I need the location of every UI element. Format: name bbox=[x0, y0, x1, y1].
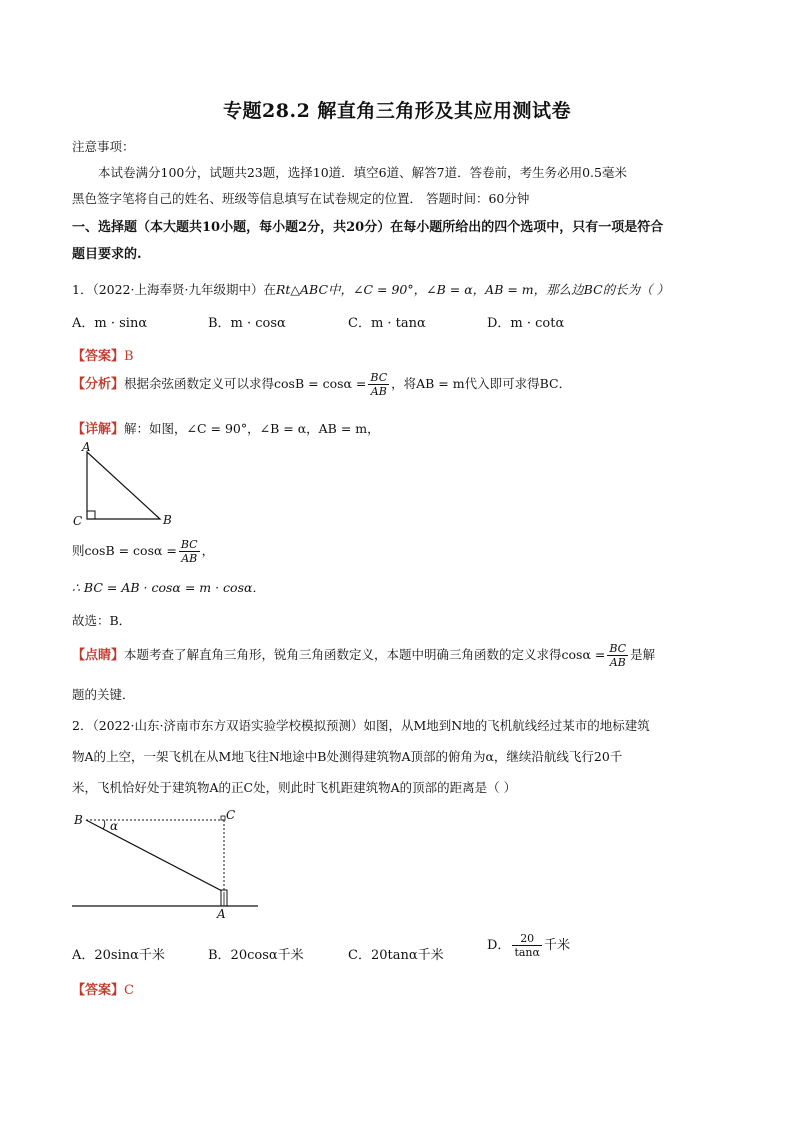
fraction-denominator: AB bbox=[609, 656, 626, 669]
sight-line bbox=[86, 820, 224, 892]
q2-option-c: C．20tanα千米 bbox=[348, 948, 444, 963]
q2-answer bbox=[72, 979, 134, 998]
notice-line-2: 黑色签字笔将自己的姓名、班级等信息填写在试卷规定的位置． 答题时间：60分钟 bbox=[72, 191, 530, 206]
q2-option-d-suffix: 千米 bbox=[543, 938, 570, 953]
fraction-denominator: AB bbox=[181, 552, 198, 565]
q2-stem-line-2: 物A的上空，一架飞机在从M地飞往N地途中B处测得建筑物A顶部的俯角为α，继续沿航线飞行20千 bbox=[72, 749, 623, 764]
q2-airplane-figure bbox=[66, 806, 266, 922]
q1-option-c: C．m · tanα bbox=[348, 316, 426, 331]
vertex-label-a: A bbox=[82, 440, 91, 454]
q1-answer bbox=[72, 345, 134, 364]
fraction-numerator: BC bbox=[370, 371, 388, 384]
right-angle-mark bbox=[221, 816, 225, 820]
q2-option-d bbox=[487, 932, 570, 959]
right-angle-mark bbox=[87, 511, 95, 519]
point-label-a: A bbox=[217, 907, 226, 921]
q1-therefore: ∴ BC = AB · cosα = m · cosα． bbox=[72, 580, 265, 595]
q1-comment-fraction bbox=[607, 642, 628, 669]
section-1-line-1: 一、选择题（本大题共10小题，每小题2分，共20分）在每小题所给出的四个选项中，只有一项是符合 bbox=[72, 220, 664, 235]
q1-comment bbox=[72, 642, 655, 669]
q2-stem-line-1: 2．（2022·山东·济南市东方双语实验学校模拟预测）如图，从M地到N地的飞机航线经过某市的地标建筑 bbox=[72, 718, 650, 733]
q1-choose: 故选：B． bbox=[72, 613, 132, 628]
q1-stem bbox=[72, 280, 669, 298]
q1-answer-tag: 【答案】 bbox=[72, 349, 125, 364]
q1-comment-post: 是解 bbox=[630, 647, 656, 662]
vertex-label-c: C bbox=[73, 514, 83, 528]
q1-detail bbox=[72, 418, 380, 437]
q1-then-line bbox=[72, 538, 214, 565]
angle-label-alpha: α bbox=[110, 819, 119, 833]
section-1-line-2: 题目要求的. bbox=[72, 247, 142, 262]
q1-detail-tag: 【详解】 bbox=[72, 422, 125, 437]
q1-analysis-tag: 【分析】 bbox=[72, 377, 125, 392]
q1-option-d: D．m · cotα bbox=[487, 316, 565, 331]
q1-analysis-post: ，将AB = m代入即可求得BC． bbox=[391, 376, 572, 391]
fraction-numerator: 20 bbox=[512, 932, 542, 946]
q1-option-b: B．m · cosα bbox=[208, 316, 286, 331]
point-label-b: B bbox=[74, 813, 83, 827]
q1-comment-tag: 【点睛】 bbox=[72, 648, 125, 663]
q2-option-a: A．20sinα千米 bbox=[72, 948, 165, 963]
fraction-numerator: BC bbox=[180, 538, 198, 551]
q1-analysis bbox=[72, 371, 571, 398]
notice-heading: 注意事项： bbox=[72, 139, 135, 154]
q2-option-d-fraction bbox=[512, 932, 542, 959]
q1-triangle-figure bbox=[68, 440, 188, 532]
q1-comment-text: 本题考查了解直角三角形，锐角三角函数定义，本题中明确三角函数的定义求得cosα = bbox=[124, 647, 606, 662]
q1-analysis-pre: 根据余弦函数定义可以求得cosB = cosα = bbox=[124, 376, 367, 391]
q1-comment-line-2: 题的关键． bbox=[72, 687, 135, 702]
q1-detail-text: 解：如图，∠C = 90°，∠B = α，AB = m， bbox=[124, 421, 380, 436]
q1-analysis-fraction bbox=[368, 371, 389, 398]
q2-answer-tag: 【答案】 bbox=[72, 983, 125, 998]
angle-arc bbox=[103, 820, 105, 829]
q1-stem-math: Rt△ABC中，∠C = 90°，∠B = α，AB = m，那么边BC的长为（ ） bbox=[275, 282, 670, 297]
triangle-abc bbox=[87, 452, 160, 519]
vertex-label-b: B bbox=[163, 513, 172, 527]
fraction-denominator: tanα bbox=[514, 946, 540, 959]
fraction-numerator: BC bbox=[609, 642, 627, 655]
q2-option-b: B．20cosα千米 bbox=[208, 948, 304, 963]
q1-answer-value: B bbox=[124, 349, 134, 364]
fraction-denominator: AB bbox=[370, 385, 387, 398]
point-label-c: C bbox=[226, 808, 236, 822]
q2-answer-value: C bbox=[124, 983, 134, 998]
notice-line-1: 本试卷满分100分，试题共23题，选择10道．填空6道、解答7道．答卷前，考生务必用0.5毫米 bbox=[98, 165, 627, 180]
page-title: 专题28.2 解直角三角形及其应用测试卷 bbox=[223, 100, 571, 122]
q1-then-post: ， bbox=[201, 543, 215, 558]
q1-option-a: A．m · sinα bbox=[72, 316, 148, 331]
q2-stem-line-3: 米，飞机恰好处于建筑物A的正C处，则此时飞机距建筑物A的顶部的距离是（ ） bbox=[72, 780, 517, 795]
q1-then-pre: 则cosB = cosα = bbox=[72, 543, 177, 558]
q1-stem-prefix: 1．（2022·上海奉贤·九年级期中）在 bbox=[72, 282, 276, 297]
q1-then-fraction bbox=[179, 538, 200, 565]
q2-option-d-prefix: D． bbox=[487, 938, 511, 953]
